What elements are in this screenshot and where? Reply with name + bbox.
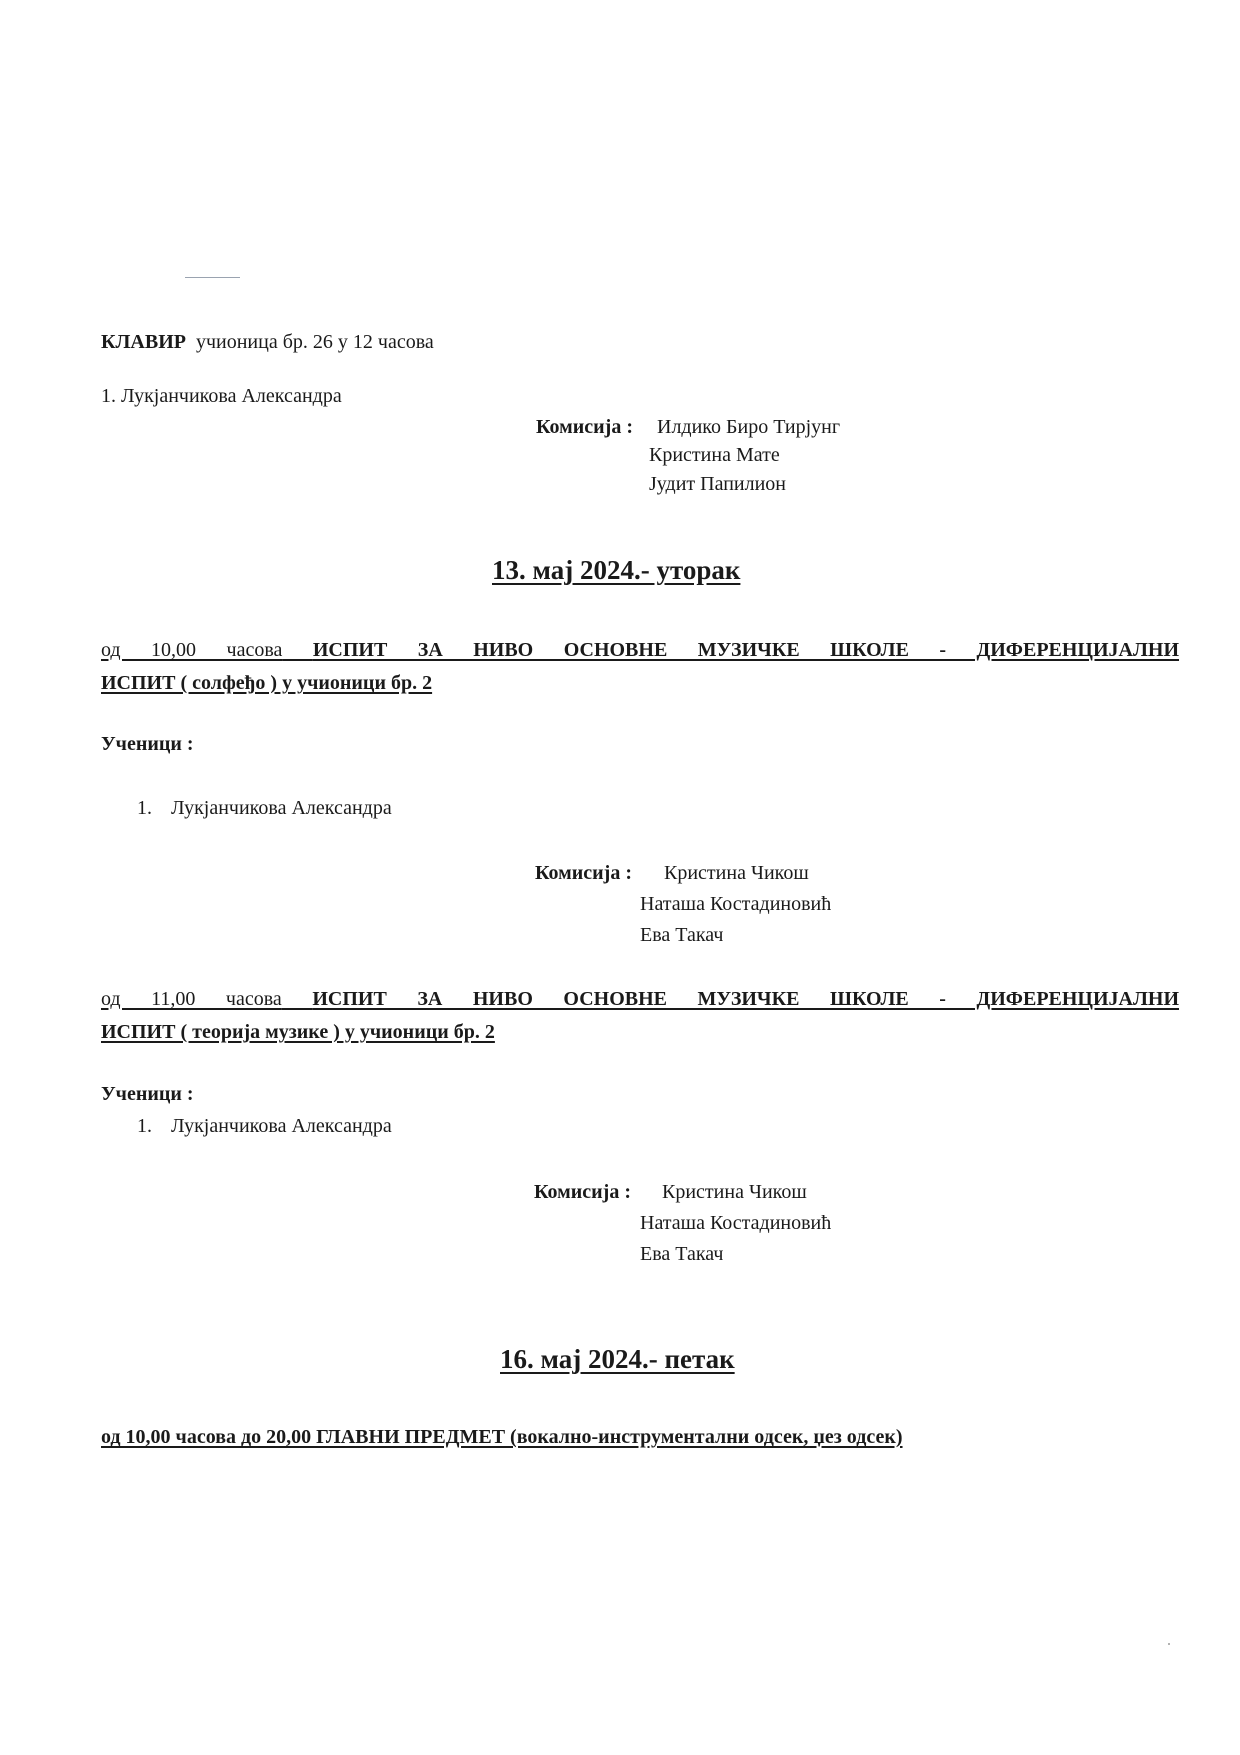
exam1-student-number: 1.: [137, 797, 152, 819]
exam1-title: ИСПИТ ЗА НИВО ОСНОВНЕ МУЗИЧКЕ ШКОЛЕ - ДИФЕРЕНЦИЈАЛНИ: [312, 639, 1180, 661]
day2-exam-line: од 10,00 часова до 20,00 ГЛАВНИ ПРЕДМЕТ (вокално-инструментални одсек, џез одсек): [101, 1426, 903, 1448]
exam2-students-label: Ученици :: [101, 1083, 194, 1105]
exam1-students-label: Ученици :: [101, 733, 194, 755]
piano-committee-member: Илдико Биро Тирјунг: [657, 416, 841, 438]
exam2-title-line1: [101, 986, 1179, 1012]
exam2-committee-member: Ева Такач: [640, 1243, 724, 1265]
exam2-title: ИСПИТ ЗА НИВО ОСНОВНЕ МУЗИЧКЕ ШКОЛЕ - ДИФЕРЕНЦИЈАЛНИ: [312, 988, 1180, 1010]
exam1-committee-member: Кристина Чикош: [664, 862, 809, 884]
scan-dot: [1168, 1643, 1170, 1645]
exam2-student-number: 1.: [137, 1115, 152, 1137]
exam2-committee-label: Комисија :: [534, 1181, 631, 1203]
exam2-title-line2: ИСПИТ ( теорија музике ) у учионици бр. 2: [101, 1021, 495, 1043]
piano-details: учионица бр. 26 у 12 часова: [195, 331, 434, 353]
piano-committee-label: Комисија :: [536, 416, 633, 438]
piano-committee-member: Јудит Папилион: [649, 473, 786, 495]
day-heading: 16. мај 2024.- петак: [500, 1344, 735, 1374]
exam1-student-name: Лукјанчикова Александра: [171, 797, 392, 819]
exam1-title-line1: [101, 637, 1179, 663]
exam2-student-name: Лукјанчикова Александра: [171, 1115, 392, 1137]
piano-committee-member: Кристина Мате: [649, 444, 780, 466]
exam1-committee-label: Комисија :: [535, 862, 632, 884]
exam1-committee-member: Ева Такач: [640, 924, 724, 946]
day-heading: 13. мај 2024.- уторак: [492, 555, 741, 585]
scan-mark: [185, 277, 240, 278]
exam2-time: од 11,00 часова: [101, 988, 282, 1010]
exam2-committee-member: Наташа Костадиновић: [640, 1212, 832, 1234]
exam2-committee-member: Кристина Чикош: [662, 1181, 807, 1203]
exam1-committee-member: Наташа Костадиновић: [640, 893, 832, 915]
piano-header: [101, 330, 434, 354]
piano-subject: КЛАВИР: [101, 331, 186, 353]
exam1-title-line2: ИСПИТ ( солфеђо ) у учионици бр. 2: [101, 672, 433, 694]
piano-student: 1. Лукјанчикова Александра: [101, 385, 342, 407]
exam1-time: од 10,00 часова: [101, 639, 283, 661]
